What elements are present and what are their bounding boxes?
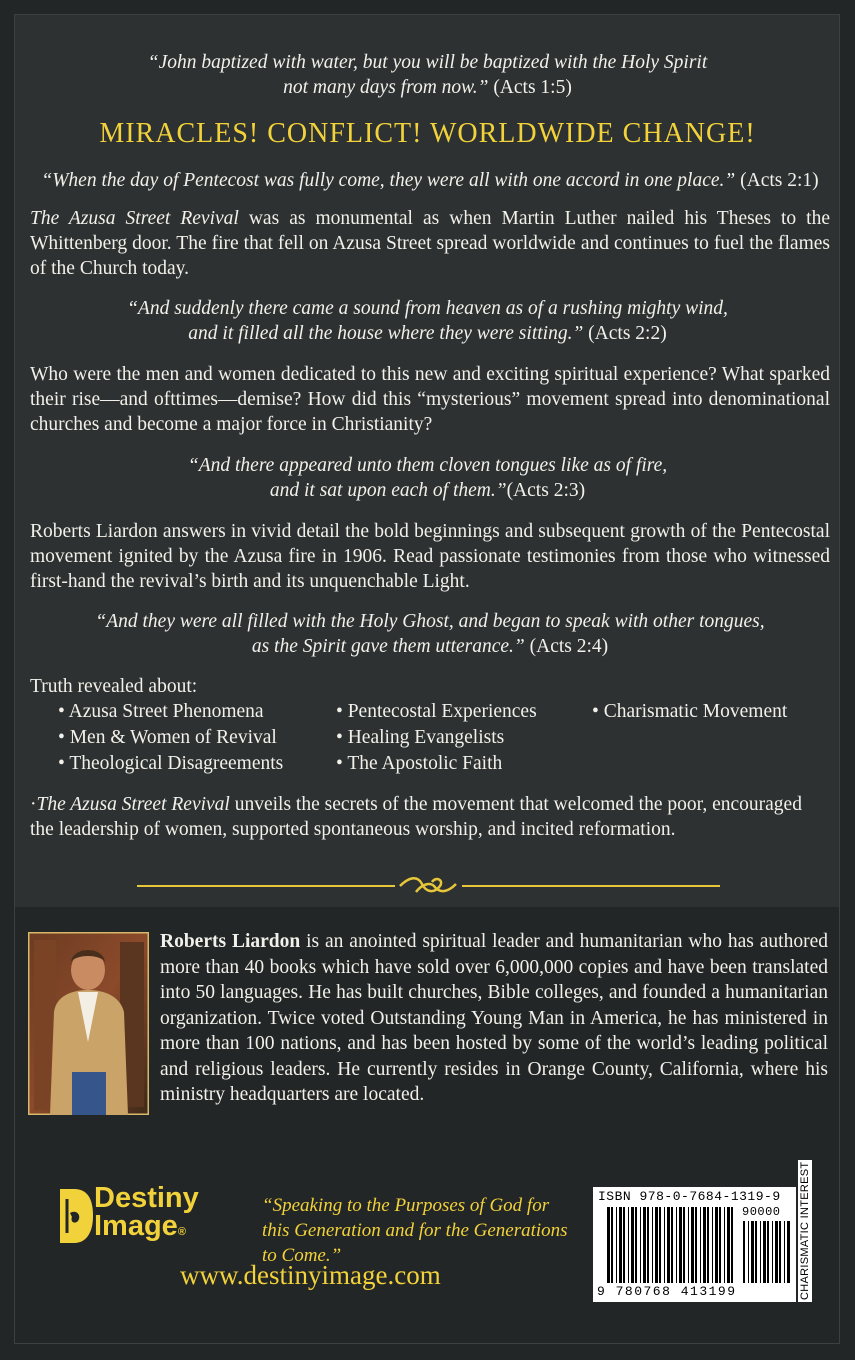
barcode-bar [787, 1221, 790, 1283]
quote-line: not many days from now.” [283, 77, 489, 98]
divider-line-left [137, 885, 395, 887]
list-item: • Theological Disagreements [58, 751, 283, 777]
paragraph-text: was as monumental as when Martin Luther nailed his Theses to the Whittenberg door. The fire that fell on Azusa Street spread worldwide and continues to fuel the flames of the Church today. [30, 208, 830, 279]
author-bio [160, 929, 828, 1108]
list-item: • Healing Evangelists [336, 725, 537, 751]
barcode-bar [712, 1207, 713, 1283]
quote-acts-2-1 [30, 168, 830, 193]
barcode-bar [659, 1207, 661, 1283]
barcode-bar [623, 1207, 625, 1283]
list-item: • The Apostolic Faith [336, 751, 537, 777]
quote-line: and it sat upon each of them.” [269, 480, 507, 501]
author-name: Roberts Liardon [160, 931, 301, 952]
barcode-bar [671, 1207, 673, 1283]
quote-acts-1-5 [60, 50, 795, 100]
quote-line: “And they were all filled with the Holy Ghost, and began to speak with other tongues, [95, 611, 765, 632]
headline: MIRACLES! CONFLICT! WORLDWIDE CHANGE! [99, 118, 756, 149]
barcode-bar [748, 1221, 749, 1283]
barcode-bar [707, 1207, 709, 1283]
barcode-bar [647, 1207, 649, 1283]
isbn-text: ISBN 978-0-7684-1319-9 [598, 1189, 781, 1204]
divider-line-right [462, 885, 720, 887]
barcode-bar [715, 1207, 718, 1283]
barcode-bar [775, 1221, 778, 1283]
barcode-bar [763, 1221, 766, 1283]
barcode-bar [784, 1221, 785, 1283]
barcode-bar [700, 1207, 701, 1283]
verse-reference: (Acts 2:1) [740, 170, 819, 191]
paragraph-text: unveils the secrets of the movement that welcomed the poor, encouraged the leadership of women, supported spontaneous worship, and incited reformation. [30, 794, 802, 840]
paragraph-liardon: Roberts Liardon answers in vivid detail the bold beginnings and subsequent growth of the Pentecostal movement ignited by the Azusa fire in 1906. Read passionate testimonies from those who witnessed first-hand the revival’s birth and its unquenchable Light. [30, 521, 830, 592]
barcode-bar [667, 1207, 670, 1283]
barcode-bar [655, 1207, 658, 1283]
book-title: The Azusa Street Revival [36, 794, 230, 815]
quote-line: “John baptized with water, but you will be baptized with the Holy Spirit [147, 52, 708, 73]
truth-list-title: Truth revealed about: [30, 676, 198, 697]
list-item: • Azusa Street Phenomena [58, 699, 283, 725]
book-title: The Azusa Street Revival [30, 208, 239, 229]
logo-line: Image [94, 1210, 178, 1242]
barcode-bar [695, 1207, 697, 1283]
paragraph-closing: ·The Azusa Street Revival unveils the secrets of the movement that welcomed the poor, encouraged the leadership of women, supported spontaneous worship, and incited reformation. [30, 794, 802, 840]
barcode-bar [619, 1207, 622, 1283]
barcode-bar [688, 1207, 689, 1283]
author-photo [28, 932, 149, 1115]
registered-mark: ® [177, 1226, 186, 1238]
barcode-bar [727, 1207, 730, 1283]
quote-acts-2-2 [60, 296, 795, 346]
barcode-bar [643, 1207, 646, 1283]
barcode-bar [767, 1221, 769, 1283]
list-item: • Pentecostal Experiences [336, 699, 537, 725]
barcode-bar [772, 1221, 773, 1283]
barcode-bar [760, 1221, 761, 1283]
quote-acts-2-4 [30, 609, 830, 659]
truth-list-column-2 [336, 699, 537, 777]
barcode-bar [683, 1207, 685, 1283]
barcode-addon-digits: 90000 [742, 1205, 781, 1219]
flourish-ornament-icon [396, 870, 460, 900]
barcode-bar [664, 1207, 665, 1283]
list-item: • Charismatic Movement [592, 699, 787, 725]
verse-reference: (Acts 2:4) [529, 636, 609, 657]
verse-reference: (Acts 2:2) [588, 323, 667, 344]
barcode-bar [751, 1221, 754, 1283]
publisher-url: www.destinyimage.com [180, 1260, 441, 1290]
logo-line: Destiny [94, 1182, 199, 1214]
barcode-bar [743, 1221, 745, 1283]
barcode-bar [724, 1207, 725, 1283]
barcode-bar [731, 1207, 733, 1283]
barcode-bar [631, 1207, 634, 1283]
quote-text: “When the day of Pentecost was fully come, they were all with one accord in one place.” [41, 170, 736, 191]
barcode-bar [640, 1207, 641, 1283]
barcode-bar [679, 1207, 682, 1283]
barcode-bar [616, 1207, 617, 1283]
truth-list-column-3 [592, 699, 787, 725]
paragraph-questions: Who were the men and women dedicated to this new and exciting spiritual experience? What sparked their rise—and ofttimes—demise? How did this “mysterious” movement spread into denominational churches and become a major force in Christianity? [30, 364, 830, 435]
publisher-logo-text [94, 1184, 199, 1246]
isbn-barcode [593, 1187, 796, 1302]
barcode-bar [628, 1207, 629, 1283]
truth-list-column-1 [58, 699, 283, 777]
barcode-bar [755, 1221, 757, 1283]
quote-acts-2-3 [60, 453, 795, 503]
barcode-bar [703, 1207, 706, 1283]
barcode-bar [652, 1207, 653, 1283]
destiny-image-logo-icon [58, 1187, 94, 1245]
quote-line: “And there appeared unto them cloven tongues like as of fire, [187, 455, 668, 476]
barcode-bar [719, 1207, 721, 1283]
quote-line: “And suddenly there came a sound from heaven as of a rushing mighty wind, [127, 298, 728, 319]
bio-text: is an anointed spiritual leader and humanitarian who has authored more than 40 books which have sold over 6,000,000 copies and have been translated into 50 languages. He has built churches, Bible colleges, and founded a humanitarian organization. Twice voted Outstanding Young Man in America, he has ministered in more than 100 nations, and has been hosted by some of the world’s leading political and religious leaders. He currently resides in Orange County, California, where his ministry headquarters are located. [160, 931, 828, 1105]
barcode-bar [779, 1221, 781, 1283]
barcode-bar [611, 1207, 613, 1283]
quote-line: as the Spirit gave them utterance.” [251, 636, 525, 657]
verse-reference: (Acts 1:5) [493, 77, 572, 98]
barcode-bar [691, 1207, 694, 1283]
publisher-tagline: “Speaking to the Purposes of God for this Generation and for the Generations to Come.” [262, 1195, 568, 1266]
category-label: CHARISMATIC INTEREST [799, 1161, 811, 1301]
quote-line: and it filled all the house where they were sitting.” [188, 323, 584, 344]
verse-reference: (Acts 2:3) [506, 480, 586, 501]
barcode-bar [676, 1207, 677, 1283]
barcode-bar [607, 1207, 610, 1283]
barcode-digits: 9 780768 413199 [597, 1284, 737, 1299]
paragraph-intro [30, 206, 830, 281]
barcode-bar [635, 1207, 637, 1283]
list-item: • Men & Women of Revival [58, 725, 283, 751]
